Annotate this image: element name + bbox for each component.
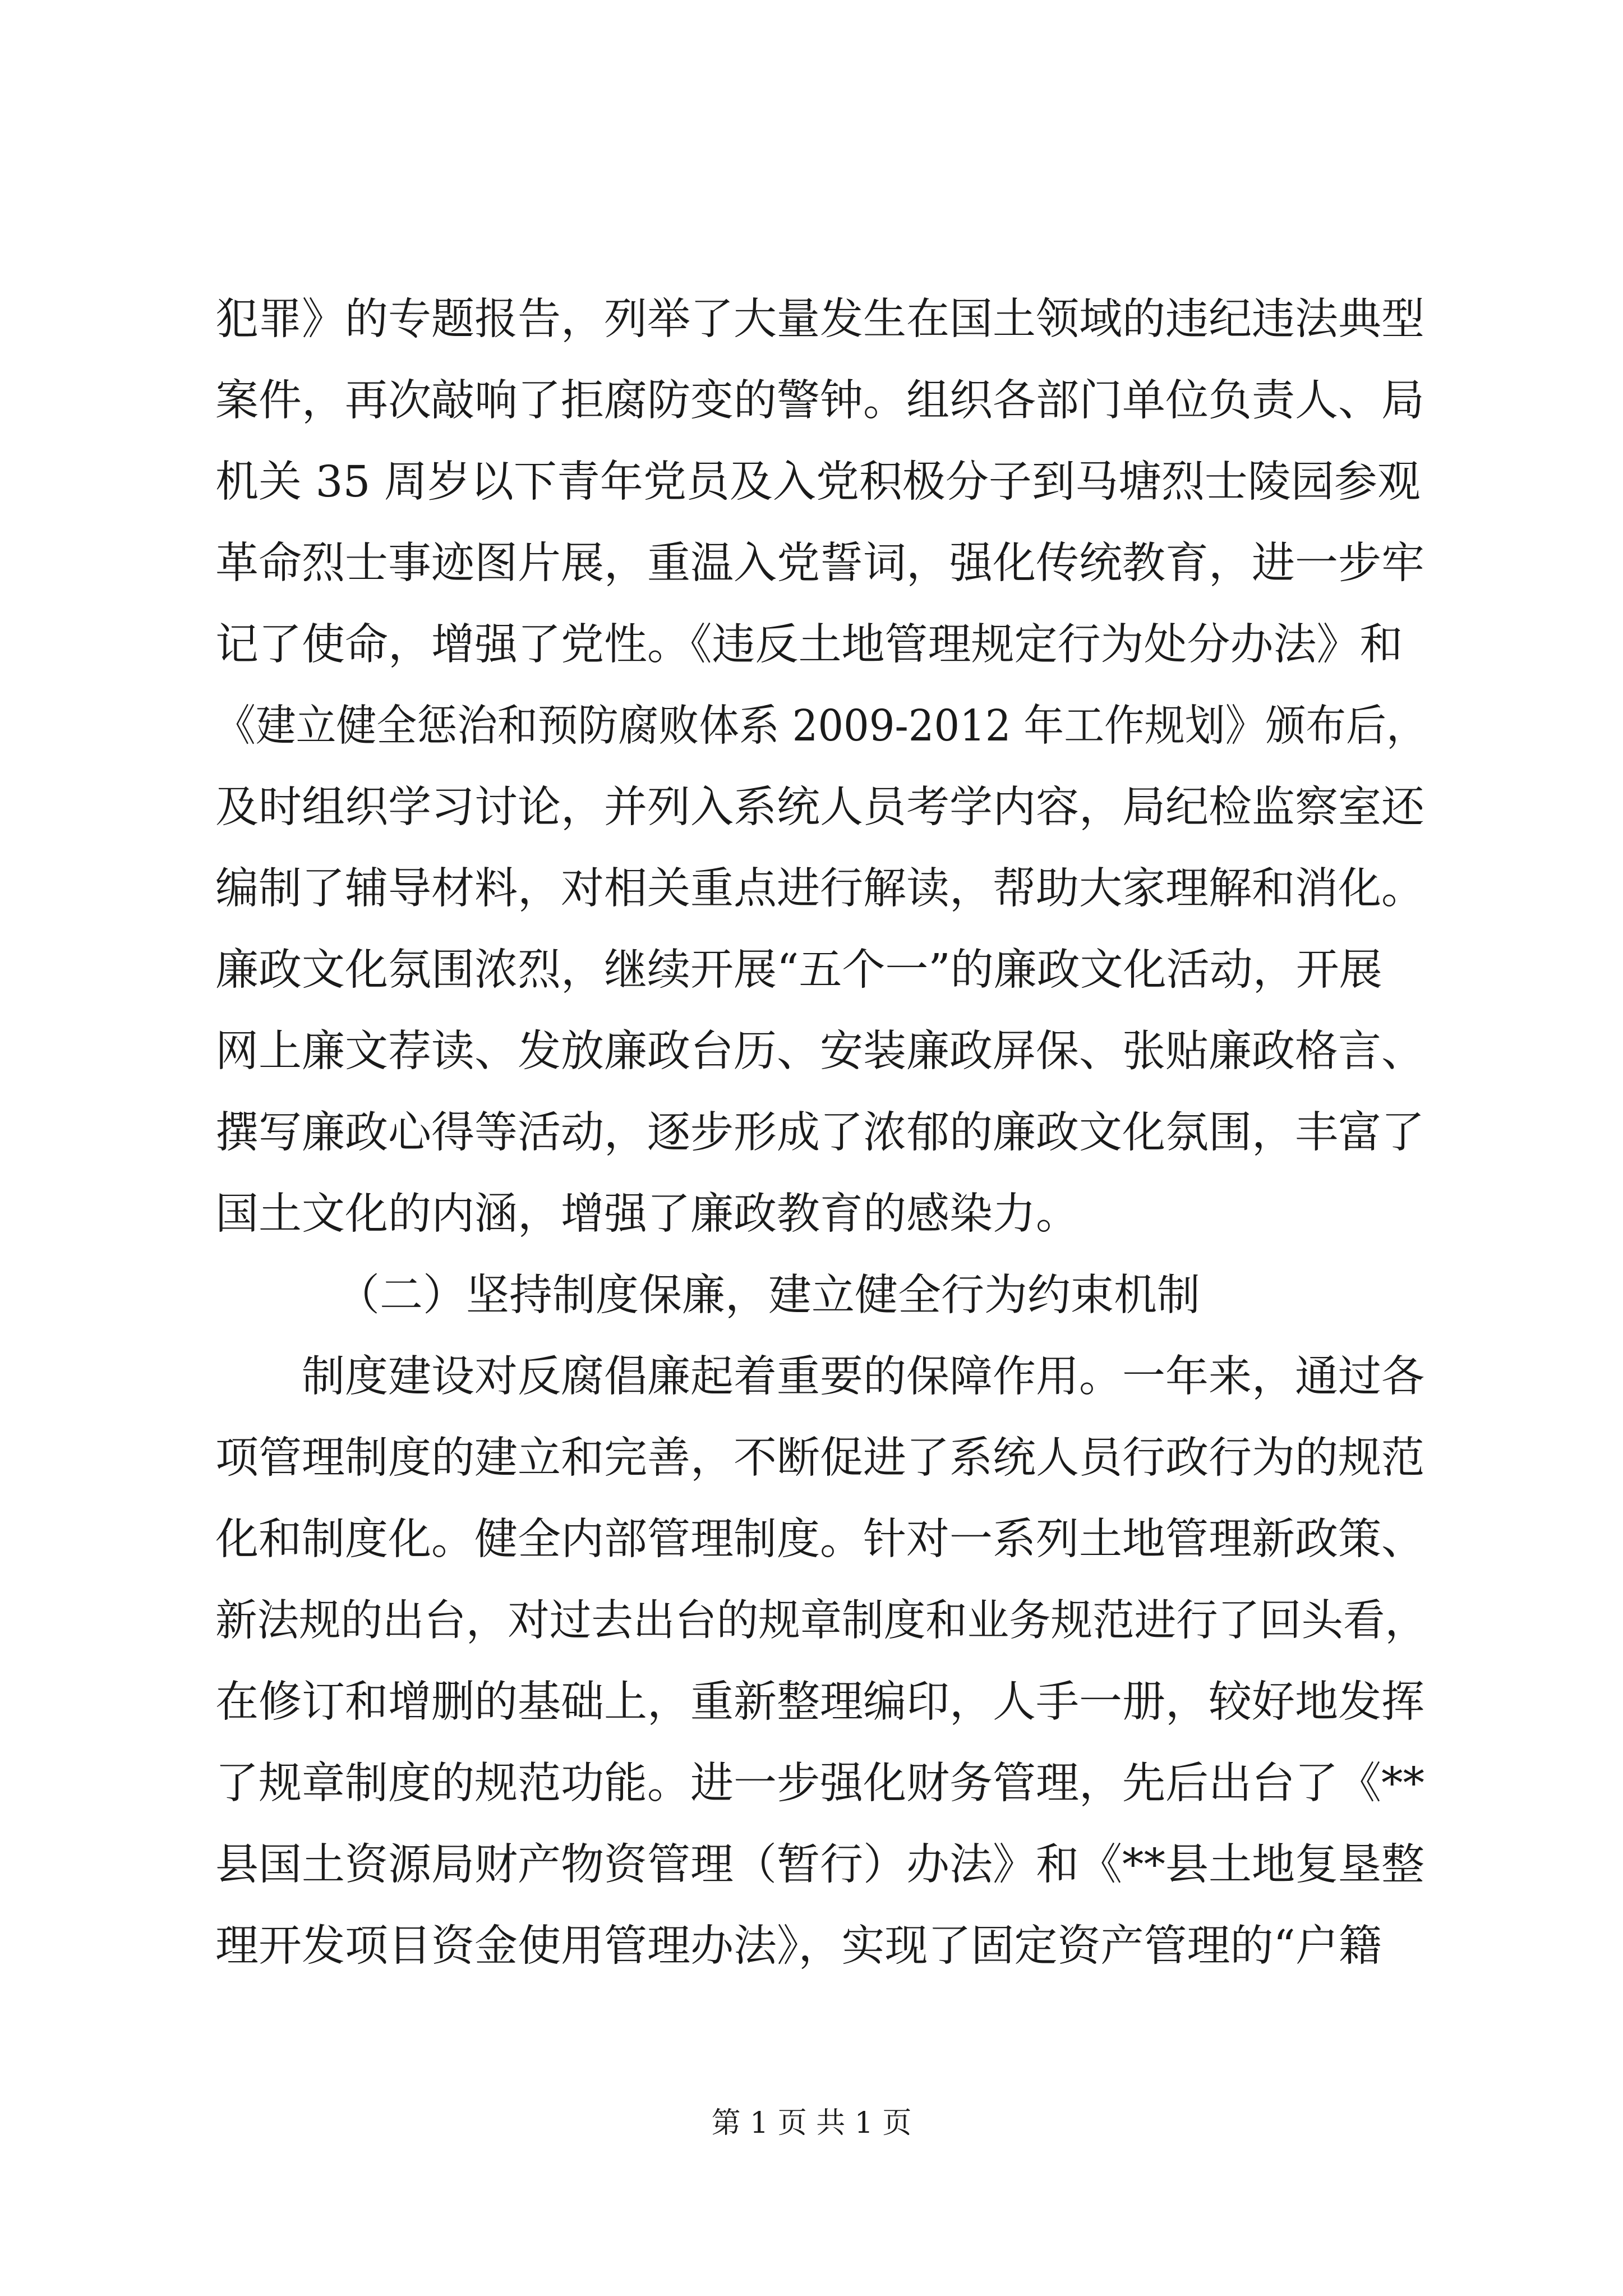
text-line: 理开发项目资金使用管理办法》，实现了固定资产管理的“户籍 xyxy=(215,1921,1382,1971)
text-line: 革命烈士事迹图片展，重温入党誓词，强化传统教育，进一步牢 xyxy=(215,539,1424,588)
text-line: 在修订和增删的基础上，重新整理编印，人手一册，较好地发挥 xyxy=(215,1677,1424,1727)
text-line: 犯罪》的专题报告，列举了大量发生在国土领域的违纪违法典型 xyxy=(215,295,1424,344)
text-line: 网上廉文荐读、发放廉政台历、安装廉政屏保、张贴廉政格言、 xyxy=(215,1027,1424,1076)
page-footer: 第 1 页 共 1 页 xyxy=(711,2106,912,2140)
text-line: 廉政文化氛围浓烈，继续开展“五个一”的廉政文化活动，开展 xyxy=(215,945,1382,995)
text-line: 新法规的出台，对过去出台的规章制度和业务规范进行了回头看， xyxy=(215,1596,1427,1646)
text-line: 编制了辅导材料，对相关重点进行解读，帮助大家理解和消化。 xyxy=(215,864,1424,914)
text-line: 及时组织学习讨论，并列入系统人员考学内容，局纪检监察室还 xyxy=(215,783,1424,832)
text-line: 国土文化的内涵，增强了廉政教育的感染力。 xyxy=(215,1189,1079,1239)
text-line: 记了使命，增强了党性。《违反土地管理规定行为处分办法》和 xyxy=(215,620,1403,670)
text-line: 《建立健全惩治和预防腐败体系 2009-2012 年工作规划》颁布后， xyxy=(215,701,1427,751)
text-line: 项管理制度的建立和完善，不断促进了系统人员行政行为的规范 xyxy=(215,1433,1424,1483)
text-line: 撰写廉政心得等活动，逐步形成了浓郁的廉政文化氛围，丰富了 xyxy=(215,1108,1424,1158)
section-heading: （二）坚持制度保廉，建立健全行为约束机制 xyxy=(336,1271,1200,1320)
text-line: 机关 35 周岁以下青年党员及入党积极分子到马塘烈士陵园参观 xyxy=(215,457,1421,507)
text-line: 了规章制度的规范功能。进一步强化财务管理，先后出台了《** xyxy=(215,1759,1424,1809)
text-line: 化和制度化。健全内部管理制度。针对一系列土地管理新政策、 xyxy=(215,1515,1424,1565)
text-line: 案件，再次敲响了拒腐防变的警钟。组织各部门单位负责人、局 xyxy=(215,376,1424,426)
text-line: 制度建设对反腐倡廉起着重要的保障作用。一年来，通过各 xyxy=(302,1352,1424,1402)
text-line: 县国土资源局财产物资管理（暂行）办法》和《**县土地复垦整 xyxy=(215,1840,1424,1890)
